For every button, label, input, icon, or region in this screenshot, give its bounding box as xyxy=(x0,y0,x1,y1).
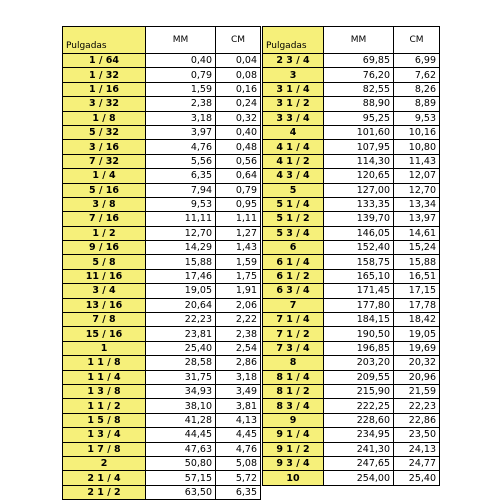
cm-cell: 11,43 xyxy=(394,154,440,168)
table-row xyxy=(63,313,261,327)
mm-cell: 158,75 xyxy=(324,255,394,269)
mm-cell: 171,45 xyxy=(324,284,394,298)
cm-cell: 2,86 xyxy=(216,356,261,370)
mm-cell: 28,58 xyxy=(146,356,216,370)
mm-cell: 38,10 xyxy=(146,399,216,413)
conversion-table-right xyxy=(262,26,440,486)
cm-cell: 4,13 xyxy=(216,413,261,427)
inch-cell: 5 1 / 2 xyxy=(263,212,324,226)
cm-cell: 22,86 xyxy=(394,413,440,427)
inch-cell: 3 3 / 4 xyxy=(263,111,324,125)
table-row xyxy=(263,456,440,470)
cm-cell: 13,34 xyxy=(394,197,440,211)
table-row xyxy=(263,97,440,111)
inch-cell: 2 3 / 4 xyxy=(263,54,324,68)
cm-cell: 0,48 xyxy=(216,140,261,154)
table-row xyxy=(263,212,440,226)
cm-cell: 14,61 xyxy=(394,226,440,240)
inch-cell: 2 1 / 4 xyxy=(63,471,146,485)
table-row xyxy=(63,97,261,111)
table-row xyxy=(263,442,440,456)
table-row xyxy=(263,226,440,240)
cm-cell: 12,70 xyxy=(394,183,440,197)
table-row xyxy=(263,183,440,197)
inch-cell: 7 xyxy=(263,298,324,312)
cm-cell: 1,27 xyxy=(216,226,261,240)
table-row xyxy=(63,413,261,427)
inch-cell: 6 1 / 4 xyxy=(263,255,324,269)
table-row xyxy=(63,384,261,398)
table-row xyxy=(63,197,261,211)
inch-cell: 6 1 / 2 xyxy=(263,269,324,283)
cm-cell: 1,75 xyxy=(216,269,261,283)
inch-cell: 3 xyxy=(263,68,324,82)
cm-cell: 15,24 xyxy=(394,241,440,255)
inch-cell: 2 1 / 2 xyxy=(63,485,146,499)
mm-cell: 15,88 xyxy=(146,255,216,269)
table-row xyxy=(263,169,440,183)
cm-cell: 17,15 xyxy=(394,284,440,298)
mm-cell: 177,80 xyxy=(324,298,394,312)
table-row xyxy=(63,226,261,240)
mm-cell: 114,30 xyxy=(324,154,394,168)
header-mm: MM xyxy=(324,27,394,54)
inch-cell: 10 xyxy=(263,471,324,485)
cm-cell: 3,49 xyxy=(216,384,261,398)
mm-cell: 22,23 xyxy=(146,313,216,327)
mm-cell: 165,10 xyxy=(324,269,394,283)
inch-cell: 3 / 8 xyxy=(63,197,146,211)
table-row xyxy=(63,442,261,456)
mm-cell: 196,85 xyxy=(324,341,394,355)
table-row xyxy=(263,140,440,154)
inch-cell: 5 3 / 4 xyxy=(263,226,324,240)
inch-cell: 1 / 64 xyxy=(63,54,146,68)
table-row xyxy=(263,370,440,384)
cm-cell: 20,32 xyxy=(394,356,440,370)
cm-cell: 19,69 xyxy=(394,341,440,355)
cm-cell: 8,89 xyxy=(394,97,440,111)
inch-cell: 3 / 32 xyxy=(63,97,146,111)
inch-cell: 13 / 16 xyxy=(63,298,146,312)
mm-cell: 19,05 xyxy=(146,284,216,298)
cm-cell: 2,38 xyxy=(216,327,261,341)
inch-cell: 1 7 / 8 xyxy=(63,442,146,456)
mm-cell: 5,56 xyxy=(146,154,216,168)
inch-cell: 3 1 / 4 xyxy=(263,82,324,96)
inch-cell: 9 / 16 xyxy=(63,241,146,255)
mm-cell: 14,29 xyxy=(146,241,216,255)
header-cm: CM xyxy=(394,27,440,54)
cm-cell: 0,40 xyxy=(216,125,261,139)
mm-cell: 17,46 xyxy=(146,269,216,283)
mm-cell: 1,59 xyxy=(146,82,216,96)
header-mm: MM xyxy=(146,27,216,54)
cm-cell: 19,05 xyxy=(394,327,440,341)
inch-cell: 1 1 / 2 xyxy=(63,399,146,413)
table-row xyxy=(263,68,440,82)
table-row xyxy=(263,313,440,327)
mm-cell: 190,50 xyxy=(324,327,394,341)
table-row xyxy=(63,456,261,470)
table-row xyxy=(63,255,261,269)
cm-cell: 1,43 xyxy=(216,241,261,255)
inch-cell: 9 3 / 4 xyxy=(263,456,324,470)
cm-cell: 0,08 xyxy=(216,68,261,82)
table-right-body xyxy=(263,27,440,486)
cm-cell: 2,54 xyxy=(216,341,261,355)
cm-cell: 1,91 xyxy=(216,284,261,298)
cm-cell: 2,22 xyxy=(216,313,261,327)
cm-cell: 7,62 xyxy=(394,68,440,82)
table-row xyxy=(263,125,440,139)
inch-cell: 2 xyxy=(63,456,146,470)
table-row xyxy=(263,428,440,442)
inch-cell: 1 / 16 xyxy=(63,82,146,96)
table-row xyxy=(263,154,440,168)
mm-cell: 50,80 xyxy=(146,456,216,470)
cm-cell: 5,08 xyxy=(216,456,261,470)
mm-cell: 254,00 xyxy=(324,471,394,485)
table-row xyxy=(263,111,440,125)
mm-cell: 228,60 xyxy=(324,413,394,427)
cm-cell: 0,16 xyxy=(216,82,261,96)
mm-cell: 2,38 xyxy=(146,97,216,111)
inch-cell: 7 1 / 4 xyxy=(263,313,324,327)
mm-cell: 241,30 xyxy=(324,442,394,456)
inch-cell: 1 3 / 8 xyxy=(63,384,146,398)
cm-cell: 6,99 xyxy=(394,54,440,68)
cm-cell: 12,07 xyxy=(394,169,440,183)
mm-cell: 3,18 xyxy=(146,111,216,125)
mm-cell: 41,28 xyxy=(146,413,216,427)
table-row xyxy=(263,82,440,96)
table-row xyxy=(63,356,261,370)
mm-cell: 7,94 xyxy=(146,183,216,197)
header-row xyxy=(63,27,261,54)
table-row xyxy=(63,183,261,197)
mm-cell: 88,90 xyxy=(324,97,394,111)
header-cm: CM xyxy=(216,27,261,54)
table-row xyxy=(63,298,261,312)
mm-cell: 23,81 xyxy=(146,327,216,341)
inch-cell: 7 3 / 4 xyxy=(263,341,324,355)
mm-cell: 146,05 xyxy=(324,226,394,240)
inch-cell: 7 / 8 xyxy=(63,313,146,327)
cm-cell: 4,45 xyxy=(216,428,261,442)
cm-cell: 5,72 xyxy=(216,471,261,485)
mm-cell: 0,40 xyxy=(146,54,216,68)
inch-cell: 3 1 / 2 xyxy=(263,97,324,111)
inch-cell: 4 1 / 4 xyxy=(263,140,324,154)
mm-cell: 120,65 xyxy=(324,169,394,183)
mm-cell: 9,53 xyxy=(146,197,216,211)
cm-cell: 3,18 xyxy=(216,370,261,384)
mm-cell: 6,35 xyxy=(146,169,216,183)
table-row xyxy=(263,197,440,211)
table-row xyxy=(63,284,261,298)
cm-cell: 25,40 xyxy=(394,471,440,485)
table-row xyxy=(263,399,440,413)
cm-cell: 10,16 xyxy=(394,125,440,139)
inch-cell: 9 xyxy=(263,413,324,427)
header-pulgadas: Pulgadas xyxy=(263,27,324,54)
cm-cell: 0,64 xyxy=(216,169,261,183)
table-row xyxy=(63,169,261,183)
inch-cell: 1 xyxy=(63,341,146,355)
inch-cell: 1 / 4 xyxy=(63,169,146,183)
mm-cell: 4,76 xyxy=(146,140,216,154)
cm-cell: 22,23 xyxy=(394,399,440,413)
mm-cell: 203,20 xyxy=(324,356,394,370)
table-row xyxy=(63,471,261,485)
cm-cell: 23,50 xyxy=(394,428,440,442)
table-row xyxy=(63,399,261,413)
inch-cell: 7 / 32 xyxy=(63,154,146,168)
header-pulgadas: Pulgadas xyxy=(63,27,146,54)
inch-cell: 1 / 2 xyxy=(63,226,146,240)
cm-cell: 4,76 xyxy=(216,442,261,456)
cm-cell: 0,24 xyxy=(216,97,261,111)
cm-cell: 9,53 xyxy=(394,111,440,125)
inch-cell: 1 3 / 4 xyxy=(63,428,146,442)
mm-cell: 0,79 xyxy=(146,68,216,82)
cm-cell: 18,42 xyxy=(394,313,440,327)
cm-cell: 24,13 xyxy=(394,442,440,456)
table-row xyxy=(63,370,261,384)
mm-cell: 101,60 xyxy=(324,125,394,139)
cm-cell: 0,95 xyxy=(216,197,261,211)
inch-cell: 4 3 / 4 xyxy=(263,169,324,183)
inch-cell: 3 / 16 xyxy=(63,140,146,154)
table-row xyxy=(63,54,261,68)
mm-cell: 209,55 xyxy=(324,370,394,384)
mm-cell: 44,45 xyxy=(146,428,216,442)
table-row xyxy=(63,125,261,139)
mm-cell: 3,97 xyxy=(146,125,216,139)
table-row xyxy=(263,284,440,298)
table-row xyxy=(63,111,261,125)
inch-cell: 11 / 16 xyxy=(63,269,146,283)
inch-cell: 8 3 / 4 xyxy=(263,399,324,413)
cm-cell: 0,56 xyxy=(216,154,261,168)
inch-cell: 5 1 / 4 xyxy=(263,197,324,211)
cm-cell: 2,06 xyxy=(216,298,261,312)
mm-cell: 247,65 xyxy=(324,456,394,470)
inch-cell: 5 / 32 xyxy=(63,125,146,139)
mm-cell: 234,95 xyxy=(324,428,394,442)
table-left-body xyxy=(63,27,261,500)
inch-cell: 1 1 / 4 xyxy=(63,370,146,384)
mm-cell: 12,70 xyxy=(146,226,216,240)
table-row xyxy=(263,471,440,485)
inch-cell: 6 xyxy=(263,241,324,255)
table-row xyxy=(63,241,261,255)
conversion-table-left xyxy=(62,26,261,500)
inch-cell: 8 xyxy=(263,356,324,370)
mm-cell: 133,35 xyxy=(324,197,394,211)
table-row xyxy=(63,428,261,442)
mm-cell: 57,15 xyxy=(146,471,216,485)
mm-cell: 215,90 xyxy=(324,384,394,398)
mm-cell: 82,55 xyxy=(324,82,394,96)
inch-cell: 9 1 / 2 xyxy=(263,442,324,456)
cm-cell: 17,78 xyxy=(394,298,440,312)
inch-cell: 7 / 16 xyxy=(63,212,146,226)
table-row xyxy=(263,255,440,269)
mm-cell: 11,11 xyxy=(146,212,216,226)
cm-cell: 21,59 xyxy=(394,384,440,398)
cm-cell: 13,97 xyxy=(394,212,440,226)
table-row xyxy=(263,54,440,68)
inch-cell: 1 / 8 xyxy=(63,111,146,125)
cm-cell: 20,96 xyxy=(394,370,440,384)
mm-cell: 31,75 xyxy=(146,370,216,384)
table-row xyxy=(263,241,440,255)
inch-cell: 15 / 16 xyxy=(63,327,146,341)
inch-cell: 1 5 / 8 xyxy=(63,413,146,427)
inch-cell: 5 / 16 xyxy=(63,183,146,197)
table-row xyxy=(263,327,440,341)
table-row xyxy=(263,356,440,370)
table-row xyxy=(63,269,261,283)
inch-cell: 6 3 / 4 xyxy=(263,284,324,298)
mm-cell: 20,64 xyxy=(146,298,216,312)
inch-cell: 3 / 4 xyxy=(63,284,146,298)
mm-cell: 152,40 xyxy=(324,241,394,255)
mm-cell: 76,20 xyxy=(324,68,394,82)
cm-cell: 24,77 xyxy=(394,456,440,470)
cm-cell: 1,59 xyxy=(216,255,261,269)
mm-cell: 222,25 xyxy=(324,399,394,413)
cm-cell: 6,35 xyxy=(216,485,261,499)
mm-cell: 184,15 xyxy=(324,313,394,327)
table-row xyxy=(263,341,440,355)
header-row xyxy=(263,27,440,54)
inch-cell: 9 1 / 4 xyxy=(263,428,324,442)
cm-cell: 0,79 xyxy=(216,183,261,197)
inch-cell: 7 1 / 2 xyxy=(263,327,324,341)
table-row xyxy=(263,269,440,283)
table-row xyxy=(63,327,261,341)
inch-cell: 1 1 / 8 xyxy=(63,356,146,370)
table-row xyxy=(63,485,261,499)
table-row xyxy=(63,68,261,82)
mm-cell: 25,40 xyxy=(146,341,216,355)
mm-cell: 127,00 xyxy=(324,183,394,197)
cm-cell: 0,32 xyxy=(216,111,261,125)
cm-cell: 1,11 xyxy=(216,212,261,226)
mm-cell: 69,85 xyxy=(324,54,394,68)
inch-cell: 8 1 / 4 xyxy=(263,370,324,384)
table-row xyxy=(263,298,440,312)
mm-cell: 63,50 xyxy=(146,485,216,499)
mm-cell: 95,25 xyxy=(324,111,394,125)
inch-cell: 4 xyxy=(263,125,324,139)
inch-cell: 1 / 32 xyxy=(63,68,146,82)
inch-cell: 5 xyxy=(263,183,324,197)
inch-cell: 8 1 / 2 xyxy=(263,384,324,398)
table-row xyxy=(63,212,261,226)
mm-cell: 139,70 xyxy=(324,212,394,226)
table-row xyxy=(63,140,261,154)
mm-cell: 107,95 xyxy=(324,140,394,154)
mm-cell: 47,63 xyxy=(146,442,216,456)
table-row xyxy=(63,341,261,355)
inch-cell: 4 1 / 2 xyxy=(263,154,324,168)
table-row xyxy=(63,154,261,168)
cm-cell: 16,51 xyxy=(394,269,440,283)
cm-cell: 15,88 xyxy=(394,255,440,269)
table-row xyxy=(263,384,440,398)
table-row xyxy=(63,82,261,96)
table-row xyxy=(263,413,440,427)
inch-cell: 5 / 8 xyxy=(63,255,146,269)
cm-cell: 10,80 xyxy=(394,140,440,154)
mm-cell: 34,93 xyxy=(146,384,216,398)
cm-cell: 8,26 xyxy=(394,82,440,96)
cm-cell: 3,81 xyxy=(216,399,261,413)
cm-cell: 0,04 xyxy=(216,54,261,68)
